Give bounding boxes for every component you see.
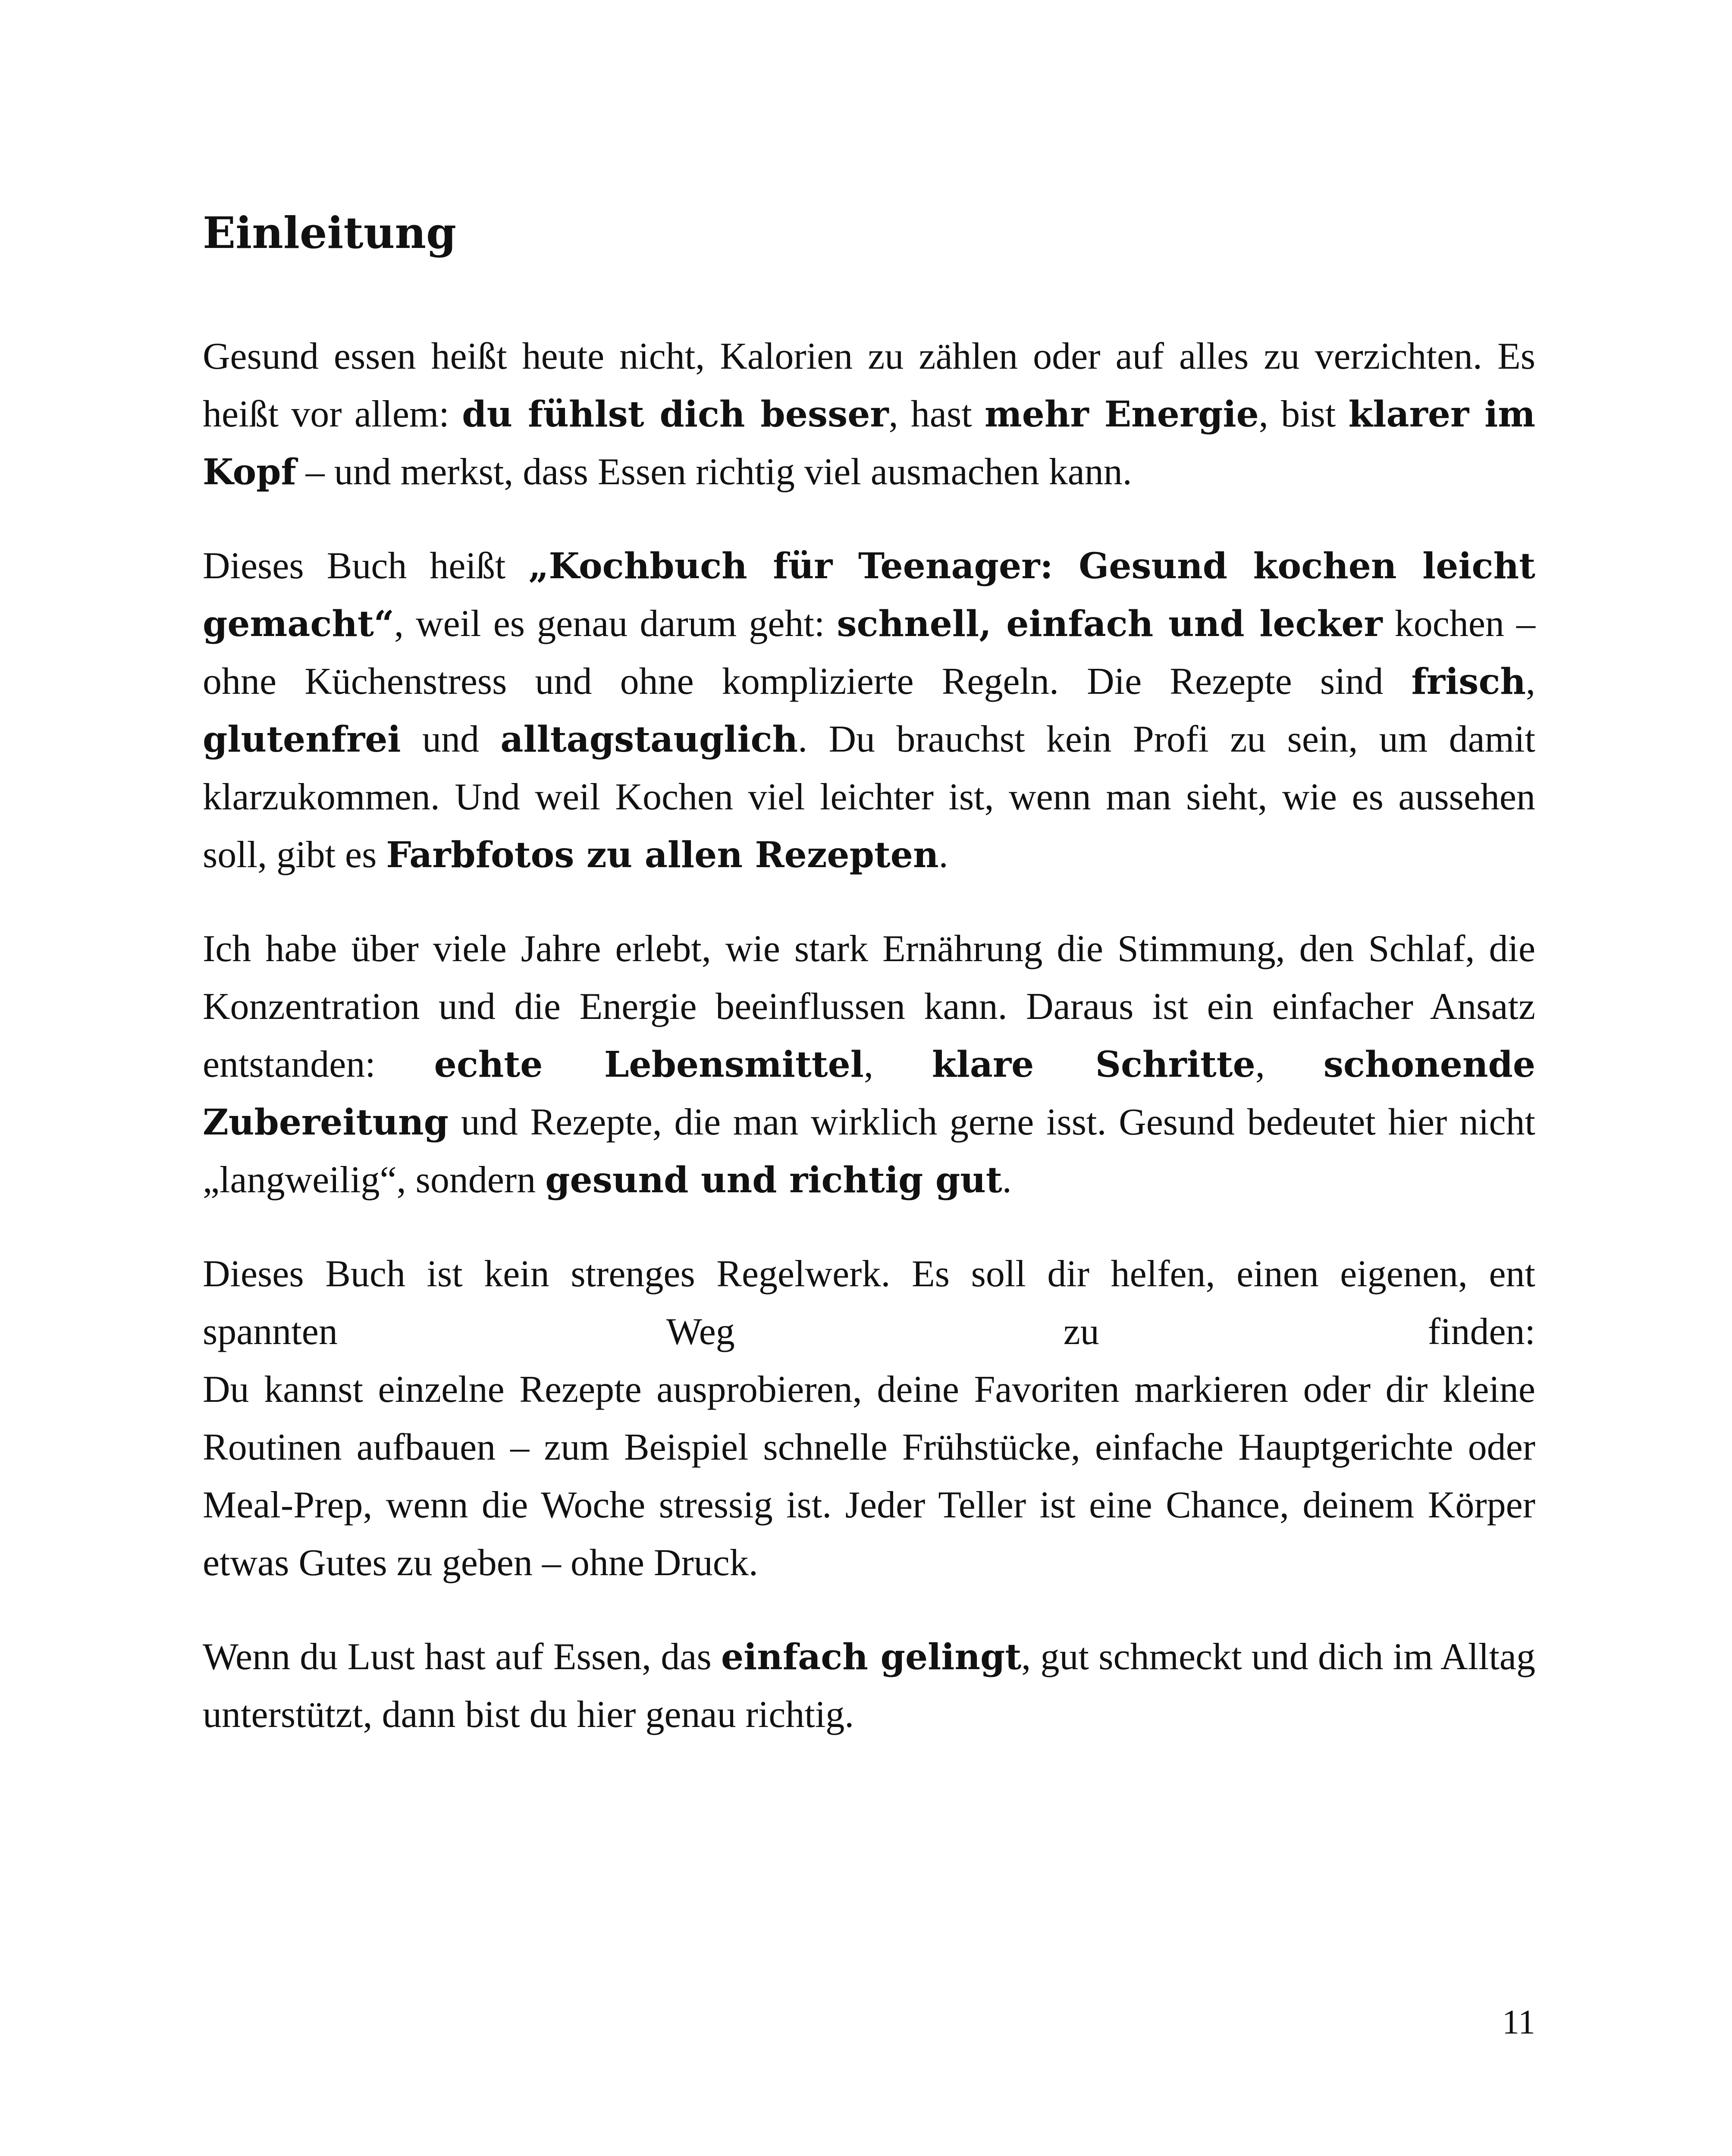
paragraph-3: [203, 920, 1535, 1209]
paragraph-text: , gut schmeckt und dich im Alltag unterstützt, dann bist du hier genau richtig.: [203, 1636, 1535, 1736]
paragraph-text: ,: [1526, 661, 1535, 702]
bold-phrase: schonende Zubereitung: [203, 1044, 1536, 1143]
spread-word: zu: [1063, 1311, 1099, 1353]
bold-phrase: schnell, einfach und lecker: [837, 603, 1383, 645]
paragraph-text: Dieses Buch ist kein strenges Regelwerk. Es soll dir helfen, einen eigenen, ent: [203, 1253, 1535, 1295]
spread-line: [203, 1303, 1535, 1361]
bold-phrase: klare Schritte: [932, 1044, 1255, 1085]
paragraph-text: , hast: [888, 393, 985, 435]
paragraph-text: ,: [1255, 1044, 1324, 1085]
chapter-heading: Einleitung: [203, 207, 457, 258]
bold-phrase: Farbfotos zu allen Rezepten: [386, 834, 939, 876]
bold-phrase: du fühlst dich besser: [462, 394, 889, 435]
paragraph-text: Ich habe über viele Jahre erlebt, wie stark Ernährung die Stimmung, den Schlaf, die Konzentration und die Energie beeinflussen kann. Daraus ist ein einfacher Ansatz entstanden:: [203, 928, 1535, 1085]
paragraph-text: und Rezepte, die man wirklich gerne isst. Gesund bedeutet hier nicht „langweilig“, sondern: [203, 1101, 1535, 1201]
spread-word: spannten: [203, 1311, 338, 1353]
paragraph-text: ,: [863, 1044, 932, 1085]
paragraph-4: [203, 1245, 1535, 1592]
paragraph-text: Wenn du Lust hast auf Essen, das: [203, 1636, 721, 1678]
paragraph-text: Gesund essen heißt heute nicht, Kalorien zu zählen oder auf alles zu verzichten. Es heißt vor allem:: [203, 335, 1535, 435]
bold-phrase: gesund und richtig gut: [545, 1159, 1002, 1201]
bold-phrase: glutenfrei: [203, 719, 401, 760]
paragraph-text: . Du brauchst kein Profi zu sein, um damit klarzukommen. Und weil Kochen viel leichter ist, wenn man sieht, wie es aussehen soll, gibt es: [203, 718, 1536, 876]
bold-phrase: alltagstauglich: [500, 719, 798, 760]
paragraph-text: , bist: [1258, 393, 1349, 435]
page-number: 11: [1502, 2003, 1535, 2041]
paragraph-text: Du kannst einzelne Rezepte ausprobieren, deine Favoriten markieren oder dir kleine Routinen aufbauen – zum Beispiel schnelle Frühstücke, einfache Hauptgerichte oder Meal-Prep, wenn die Woche stressig ist. Jeder Teller ist eine Chance, deinem Körper etwas Gutes zu geben – ohne Druck.: [203, 1369, 1535, 1584]
paragraph-5: [203, 1628, 1535, 1744]
paragraph-text: und: [401, 718, 501, 760]
paragraph-text: .: [1002, 1159, 1012, 1201]
book-title-phrase: „Kochbuch für Teenager: Gesund kochen leicht gemacht“: [203, 545, 1535, 645]
paragraph-2: [203, 537, 1535, 884]
spread-word: finden:: [1428, 1311, 1535, 1353]
bold-phrase: echte Lebensmittel: [434, 1044, 864, 1085]
paragraph-1: [203, 328, 1535, 501]
bold-phrase: einfach gelingt: [721, 1636, 1022, 1678]
bold-phrase: frisch: [1411, 661, 1526, 702]
spread-word: Weg: [666, 1311, 735, 1353]
bold-phrase: klarer im Kopf: [203, 394, 1535, 493]
paragraph-text: Dieses Buch heißt: [203, 545, 529, 587]
paragraph-text: .: [938, 834, 948, 876]
paragraph-text: kochen – ohne Küchenstress und ohne komplizierte Regeln. Die Rezepte sind: [203, 603, 1535, 702]
paragraph-text: – und merkst, dass Essen richtig viel ausmachen kann.: [296, 451, 1132, 493]
paragraph-text: , weil es genau darum geht:: [394, 603, 837, 645]
bold-phrase: mehr Energie: [985, 394, 1259, 435]
page-content: [203, 203, 1535, 1780]
